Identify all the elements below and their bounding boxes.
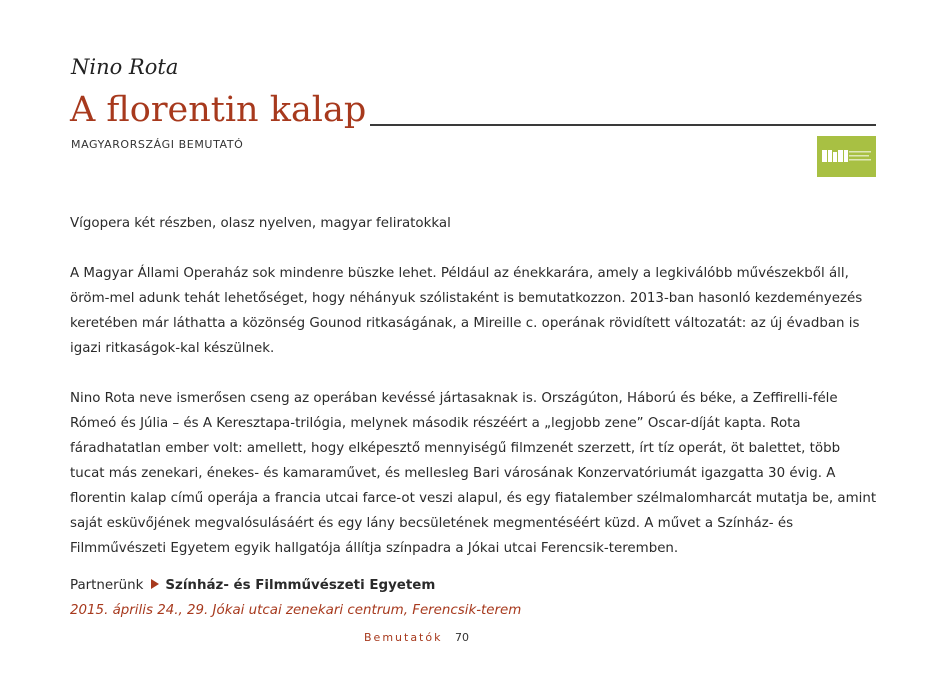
performance-dates: 2015. április 24., 29. Jókai utcai zenekari centrum, Ferencsik-terem [70, 603, 522, 618]
composer-name: Nino Rota [71, 55, 179, 79]
partner-line [70, 578, 435, 593]
footer-section: Bemutatók [364, 631, 443, 644]
title-rule [370, 124, 876, 126]
paragraph-1: A Magyar Állami Operaház sok mindenre büszke lehet. Például az énekkarára, amely a legkiválóbb művészekből áll, öröm-mel adunk tehát lehetőséget, hogy néhányuk szólistaként is bemutatkozzon. 2013-ban hasonló kezdeményezés keretében már láthatta a közönség Gounod ritkaságának, a Mireille c. operának rövidített változatát: az új évadban is igazi ritkaságok-kal készülnek. [70, 266, 863, 356]
article-body [70, 211, 878, 561]
page-title: A florentin kalap [70, 90, 367, 130]
partner-name: Színház- és Filmművészeti Egyetem [165, 578, 436, 593]
genre-line: Vígopera két részben, olasz nyelven, magyar feliratokkal [70, 216, 451, 231]
university-logo [817, 136, 876, 177]
logo-mark-icon [822, 148, 872, 166]
page-number: 70 [455, 631, 469, 644]
partner-label: Partnerünk [70, 578, 144, 593]
subtitle: MAGYARORSZÁGI BEMUTATÓ [71, 138, 244, 151]
paragraph-2: Nino Rota neve ismerősen cseng az operában kevéssé jártasaknak is. Országúton, Háború és béke, a Zeffirelli-féle Rómeó és Júlia – és A Keresztapa-trilógia, melynek második részéért a „legjobb zene” Oscar-díját kapta. Rota fáradhatatlan ember volt: amellett, hogy elképesztő mennyiségű filmzenét szerzett, írt tíz operát, öt balettet, több tucat más zenekari, énekes- és kamaraművet, és mellesleg Bari városának Konzervatóriumát igazgatta 30 évig. A florentin kalap című operája a francia utcai farce-ot veszi alapul, és egy fiatalember szélmalomharcát mutatja be, amint saját esküvőjének megvalósulásáért és egy lány becsületének megmentéséért küzd. A művet a Színház- és Filmművészeti Egyetem egyik hallgatója állítja színpadra a Jókai utcai Ferencsik-teremben. [70, 391, 877, 556]
arrow-right-icon [151, 579, 159, 589]
